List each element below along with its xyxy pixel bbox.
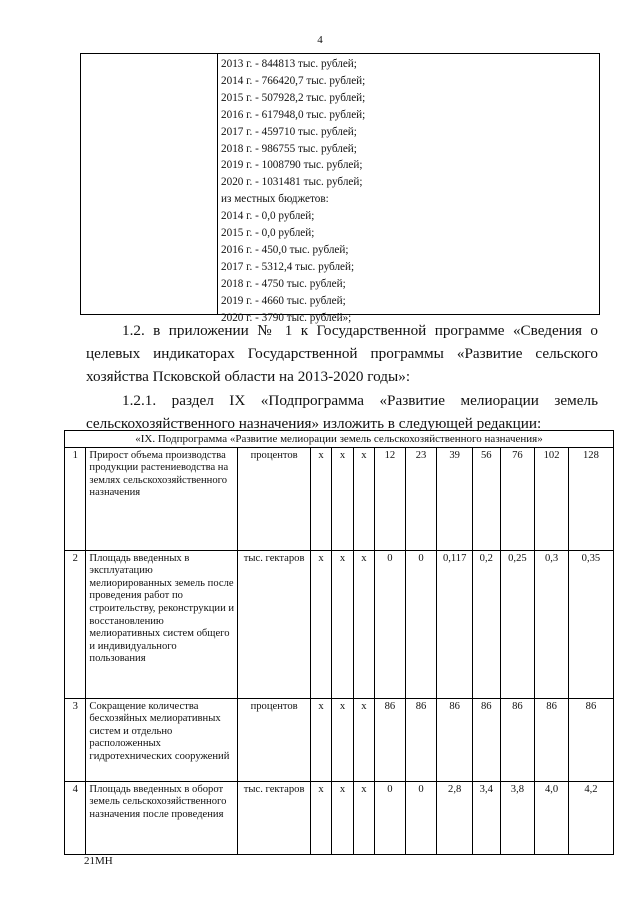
- funding-line: 2019 г. - 4660 тыс. рублей;: [221, 294, 346, 307]
- value-cell: 56: [473, 447, 501, 550]
- value-cell: 4,0: [535, 781, 569, 854]
- indicator-name: Прирост объема производства продукции растениеводства на землях сельскохозяйственного назначения: [86, 447, 238, 550]
- unit-cell: процентов: [238, 447, 310, 550]
- page-number: 4: [317, 34, 323, 46]
- value-cell: 86: [473, 698, 501, 781]
- funding-line: 2014 г. - 0,0 рублей;: [221, 210, 315, 223]
- funding-line: 2017 г. - 5312,4 тыс. рублей;: [221, 260, 355, 273]
- value-cell: 0: [405, 550, 437, 698]
- value-cell: 3,4: [473, 781, 501, 854]
- value-cell: х: [310, 698, 331, 781]
- indicator-name: Площадь введенных в оборот земель сельскохозяйственного назначения после проведения: [86, 781, 238, 854]
- footer-code: 21МН: [84, 855, 113, 867]
- value-cell: х: [310, 781, 331, 854]
- unit-cell: процентов: [238, 698, 310, 781]
- paragraph-1-2-1: 1.2.1. раздел IX «Подпрограмма «Развитие мелиорации земель сельскохозяйственного назначения» изложить в следующей редакции:: [86, 392, 598, 432]
- table-row: [65, 781, 614, 854]
- value-cell: 86: [375, 698, 406, 781]
- value-cell: 0: [375, 550, 406, 698]
- paragraph-1-2: 1.2. в приложении № 1 к Государственной программе «Сведения о целевых индикаторах Государственной программы «Развитие сельского хозяйства Псковской области на 2013-2020 годы»:: [86, 322, 598, 385]
- value-cell: 102: [535, 447, 569, 550]
- value-cell: х: [353, 447, 374, 550]
- funding-line: 2014 г. - 766420,7 тыс. рублей;: [221, 74, 366, 87]
- value-cell: х: [332, 550, 353, 698]
- value-cell: 4,2: [568, 781, 613, 854]
- funding-line: 2016 г. - 450,0 тыс. рублей;: [221, 243, 349, 256]
- funding-line: из местных бюджетов:: [221, 193, 329, 206]
- funding-line: 2019 г. - 1008790 тыс. рублей;: [221, 159, 363, 172]
- value-cell: 0,3: [535, 550, 569, 698]
- row-number: 2: [65, 550, 86, 698]
- value-cell: 76: [500, 447, 535, 550]
- value-cell: 3,8: [500, 781, 535, 854]
- value-cell: 0,117: [437, 550, 473, 698]
- value-cell: х: [310, 447, 331, 550]
- unit-cell: тыс. гектаров: [238, 550, 310, 698]
- funding-amounts-cell: [218, 54, 599, 324]
- value-cell: 86: [568, 698, 613, 781]
- value-cell: х: [332, 447, 353, 550]
- funding-line: 2020 г. - 1031481 тыс. рублей;: [221, 176, 363, 189]
- value-cell: 0: [405, 781, 437, 854]
- indicator-name: Сокращение количества бесхозяйных мелиоративных систем и отдельно расположенных гидротехнических сооружений: [86, 698, 238, 781]
- table-row: [65, 550, 614, 698]
- funding-table-empty-cell: [81, 54, 218, 314]
- row-number: 4: [65, 781, 86, 854]
- funding-table: [80, 53, 600, 324]
- value-cell: 12: [375, 447, 406, 550]
- table-subtitle-row: [65, 431, 614, 448]
- value-cell: х: [332, 698, 353, 781]
- funding-line: 2017 г. - 459710 тыс. рублей;: [221, 125, 357, 138]
- unit-cell: тыс. гектаров: [238, 781, 310, 854]
- funding-line: 2016 г. - 617948,0 тыс. рублей;: [221, 108, 366, 121]
- value-cell: х: [310, 550, 331, 698]
- funding-line: 2018 г. - 986755 тыс. рублей;: [221, 142, 357, 155]
- value-cell: х: [332, 781, 353, 854]
- value-cell: 86: [500, 698, 535, 781]
- funding-line: 2015 г. - 0,0 рублей;: [221, 227, 315, 240]
- row-number: 3: [65, 698, 86, 781]
- value-cell: 86: [535, 698, 569, 781]
- funding-line: 2013 г. - 844813 тыс. рублей;: [221, 58, 357, 70]
- funding-line: 2018 г. - 4750 тыс. рублей;: [221, 277, 346, 290]
- value-cell: 86: [437, 698, 473, 781]
- value-cell: 0: [375, 781, 406, 854]
- value-cell: 86: [405, 698, 437, 781]
- value-cell: 128: [568, 447, 613, 550]
- table-row: [65, 698, 614, 781]
- row-number: 1: [65, 447, 86, 550]
- value-cell: 2,8: [437, 781, 473, 854]
- value-cell: 39: [437, 447, 473, 550]
- value-cell: 0,25: [500, 550, 535, 698]
- indicator-name: Площадь введенных в эксплуатацию мелиорированных земель после проведения работ по строительству, реконструкции и восстановлению мелиоративных систем общего и индивидуального пользования: [86, 550, 238, 698]
- funding-line: 2015 г. - 507928,2 тыс. рублей;: [221, 91, 366, 104]
- funding-line: 2020 г. - 3790 тыс. рублей»;: [221, 311, 352, 324]
- table-subtitle: «IX. Подпрограмма «Развитие мелиорации земель сельскохозяйственного назначения»: [65, 431, 614, 448]
- value-cell: 0,35: [568, 550, 613, 698]
- value-cell: 23: [405, 447, 437, 550]
- indicators-table: [64, 430, 614, 855]
- table-row: [65, 447, 614, 550]
- value-cell: х: [353, 550, 374, 698]
- value-cell: х: [353, 781, 374, 854]
- value-cell: 0,2: [473, 550, 501, 698]
- value-cell: х: [353, 698, 374, 781]
